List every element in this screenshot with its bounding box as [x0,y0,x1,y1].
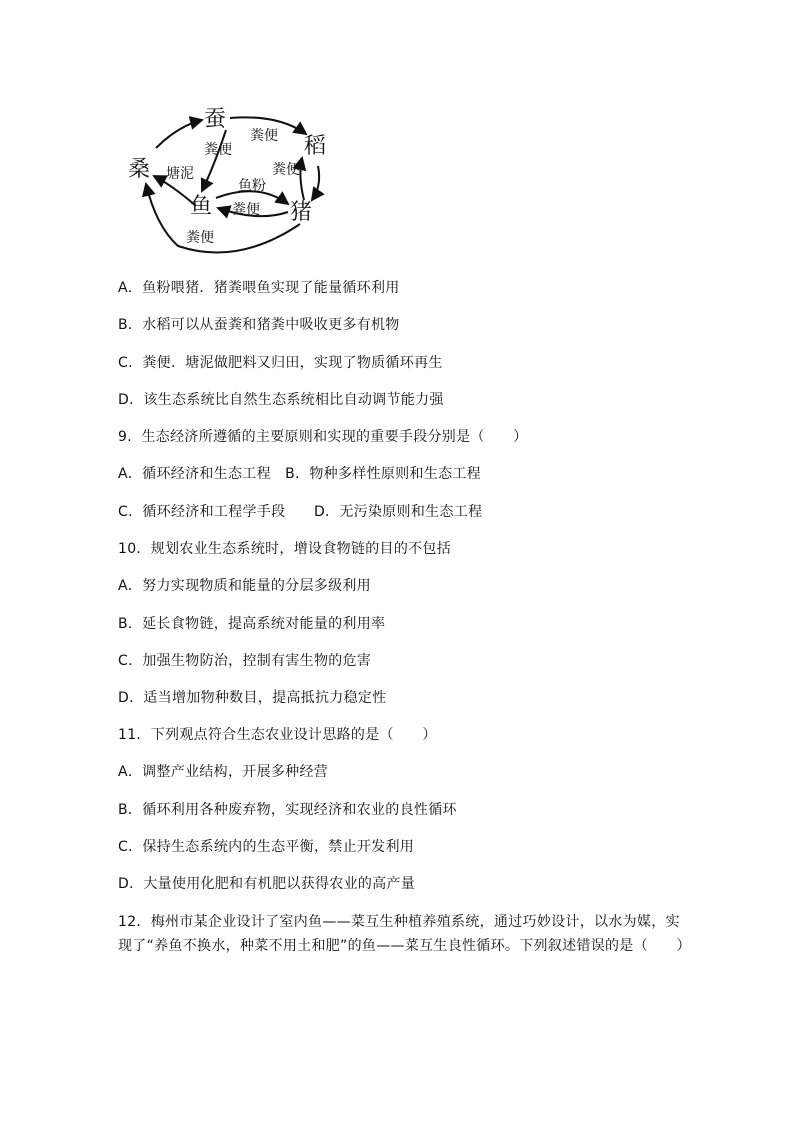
edge-label-fishmeal: 鱼粉 [238,178,266,194]
node-silkworm: 蚕 [204,107,227,132]
arrow-rice-pig [312,166,319,200]
q10-stem: 10．规划农业生态系统时，增设食物链的目的不包括 [118,541,452,557]
q12-stem: 12．梅州市某企业设计了室内鱼——菜互生种植养殖系统，通过巧妙设计，以水为媒，实现了“养鱼不换水，种菜不用土和肥”的鱼——菜互生良性循环。下列叙述错误的是（ ） [118,914,691,954]
node-mulberry: 桑 [128,157,151,182]
ecosystem-diagram [118,96,348,266]
edge-label-silkworm-fish: 粪便 [204,142,232,158]
q10-option-a: A．努力实现物质和能量的分层多级利用 [118,578,371,594]
arrow-silkworm-fish [202,130,226,191]
node-fish: 鱼 [190,194,213,219]
edge-label-mud: 塘泥 [166,166,194,182]
q11-option-d: D．大量使用化肥和有机肥以获得农业的高产量 [118,876,416,892]
q8-option-b: B．水稻可以从蚕粪和猪粪中吸收更多有机物 [118,317,400,333]
edge-label-pig-fish: 粪便 [232,202,260,218]
q11-stem: 11．下列观点符合生态农业设计思路的是（ ） [118,727,437,743]
q8-option-c: C．粪便．塘泥做肥料又归田，实现了物质循环再生 [118,355,443,371]
node-rice: 稻 [304,134,327,159]
q10-option-d: D．适当增加物种数目，提高抵抗力稳定性 [118,690,387,706]
q8-option-d: D．该生态系统比自然生态系统相比自动调节能力强 [118,392,444,408]
q10-option-c: C．加强生物防治，控制有害生物的危害 [118,653,372,669]
q9-options-ab: A．循环经济和生态工程 B．物种多样性原则和生态工程 [118,466,481,482]
edge-label-silkworm-rice: 粪便 [250,128,278,144]
edge-label-pig-mulberry: 粪便 [186,230,214,246]
node-pig: 猪 [290,200,313,225]
arrow-mulberry-silkworm [156,120,202,148]
arrow-pig-mulberry [146,184,300,252]
q8-option-a: A．鱼粉喂猪．猪粪喂鱼实现了能量循环利用 [118,280,400,296]
q10-option-b: B．延长食物链，提高系统对能量的利用率 [118,616,386,632]
q9-stem: 9．生态经济所遵循的主要原则和实现的重要手段分别是（ ） [118,429,528,445]
arrow-pig-rice [300,158,304,200]
q11-option-a: A．调整产业结构，开展多种经营 [118,764,329,780]
q9-options-cd: C．循环经济和工程学手段 D．无污染原则和生态工程 [118,504,483,520]
q11-option-b: B．循环利用各种废弃物，实现经济和农业的良性循环 [118,802,457,818]
q11-option-c: C．保持生态系统内的生态平衡，禁止开发利用 [118,839,415,855]
edge-label-pig-rice: 粪便 [272,162,300,178]
